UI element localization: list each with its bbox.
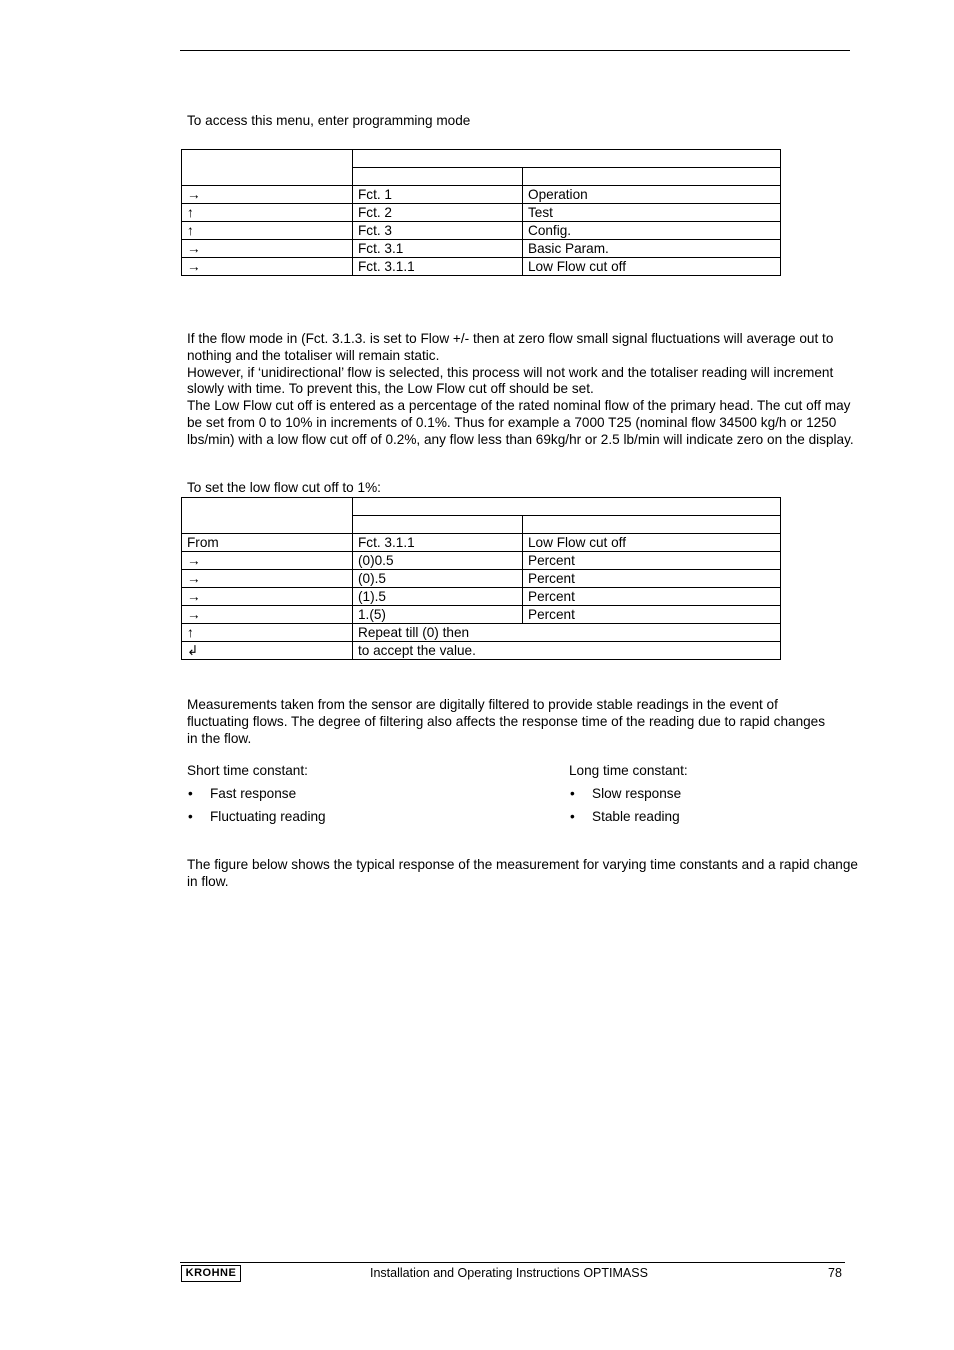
table-row: → Fct. 3.1.1 Low Flow cut off xyxy=(182,258,781,276)
long-time-constant-list xyxy=(569,786,681,832)
set-cutoff-text: To set the low flow cut off to 1%: xyxy=(187,480,381,495)
header-rule xyxy=(180,50,850,51)
list-item: • Slow response xyxy=(569,786,681,809)
page-number: 78 xyxy=(828,1266,842,1280)
table-row: → (0).5 Percent xyxy=(182,570,781,588)
low-flow-paragraph: If the flow mode in (Fct. 3.1.3. is set to Flow +/- then at zero flow small signal fluctuations will average out to nothing and the totaliser will remain static. However, if ‘unidirectional’ flow is selected, this process will not work and the totaliser reading will increment slowly with time. To prevent this, the Low Flow cut off should be set. The Low Flow cut off is entered as a percentage of the rated nominal flow of the primary head. The cut off may be set from 0 to 10% in increments of 0.1%. Thus for example a 7000 T25 (nominal flow 34500 kg/h or 1250 lbs/min) with a low flow cut off of 0.2%, any flow less than 69kg/hr or 2.5 lb/min will indicate zero on the display. xyxy=(187,331,854,447)
figure-intro-paragraph: The figure below shows the typical response of the measurement for varying time constants and a rapid change in flow. xyxy=(187,857,858,889)
table-row: ↲ to accept the value. xyxy=(182,642,781,660)
table-row: → Fct. 3.1 Basic Param. xyxy=(182,240,781,258)
table-row: ↑ Fct. 3 Config. xyxy=(182,222,781,240)
intro-text: To access this menu, enter programming mode xyxy=(187,113,471,128)
list-item: • Fluctuating reading xyxy=(187,809,326,832)
footer-title: Installation and Operating Instructions OPTIMASS xyxy=(370,1266,648,1280)
table-row: → 1.(5) Percent xyxy=(182,606,781,624)
table-row: From Fct. 3.1.1 Low Flow cut off xyxy=(182,534,781,552)
long-time-constant-label: Long time constant: xyxy=(569,763,688,778)
short-time-constant-list xyxy=(187,786,326,832)
table-header-row xyxy=(182,150,781,168)
table-row: → Fct. 1 Operation xyxy=(182,186,781,204)
footer-rule xyxy=(180,1262,845,1263)
table-row: ↑ Fct. 2 Test xyxy=(182,204,781,222)
table-header-row xyxy=(182,498,781,516)
table-row: ↑ Repeat till (0) then xyxy=(182,624,781,642)
list-item: • Stable reading xyxy=(569,809,681,832)
short-time-constant-label: Short time constant: xyxy=(187,763,308,778)
table-row: → (0)0.5 Percent xyxy=(182,552,781,570)
table-row: → (1).5 Percent xyxy=(182,588,781,606)
krohne-logo: KROHNE xyxy=(181,1265,241,1282)
filter-paragraph: Measurements taken from the sensor are digitally filtered to provide stable readings in the event of fluctuating flows. The degree of filtering also affects the response time of the reading due to rapid changes in the flow. xyxy=(187,697,826,746)
cutoff-procedure-table xyxy=(181,497,781,660)
list-item: • Fast response xyxy=(187,786,326,809)
navigation-table xyxy=(181,149,781,276)
